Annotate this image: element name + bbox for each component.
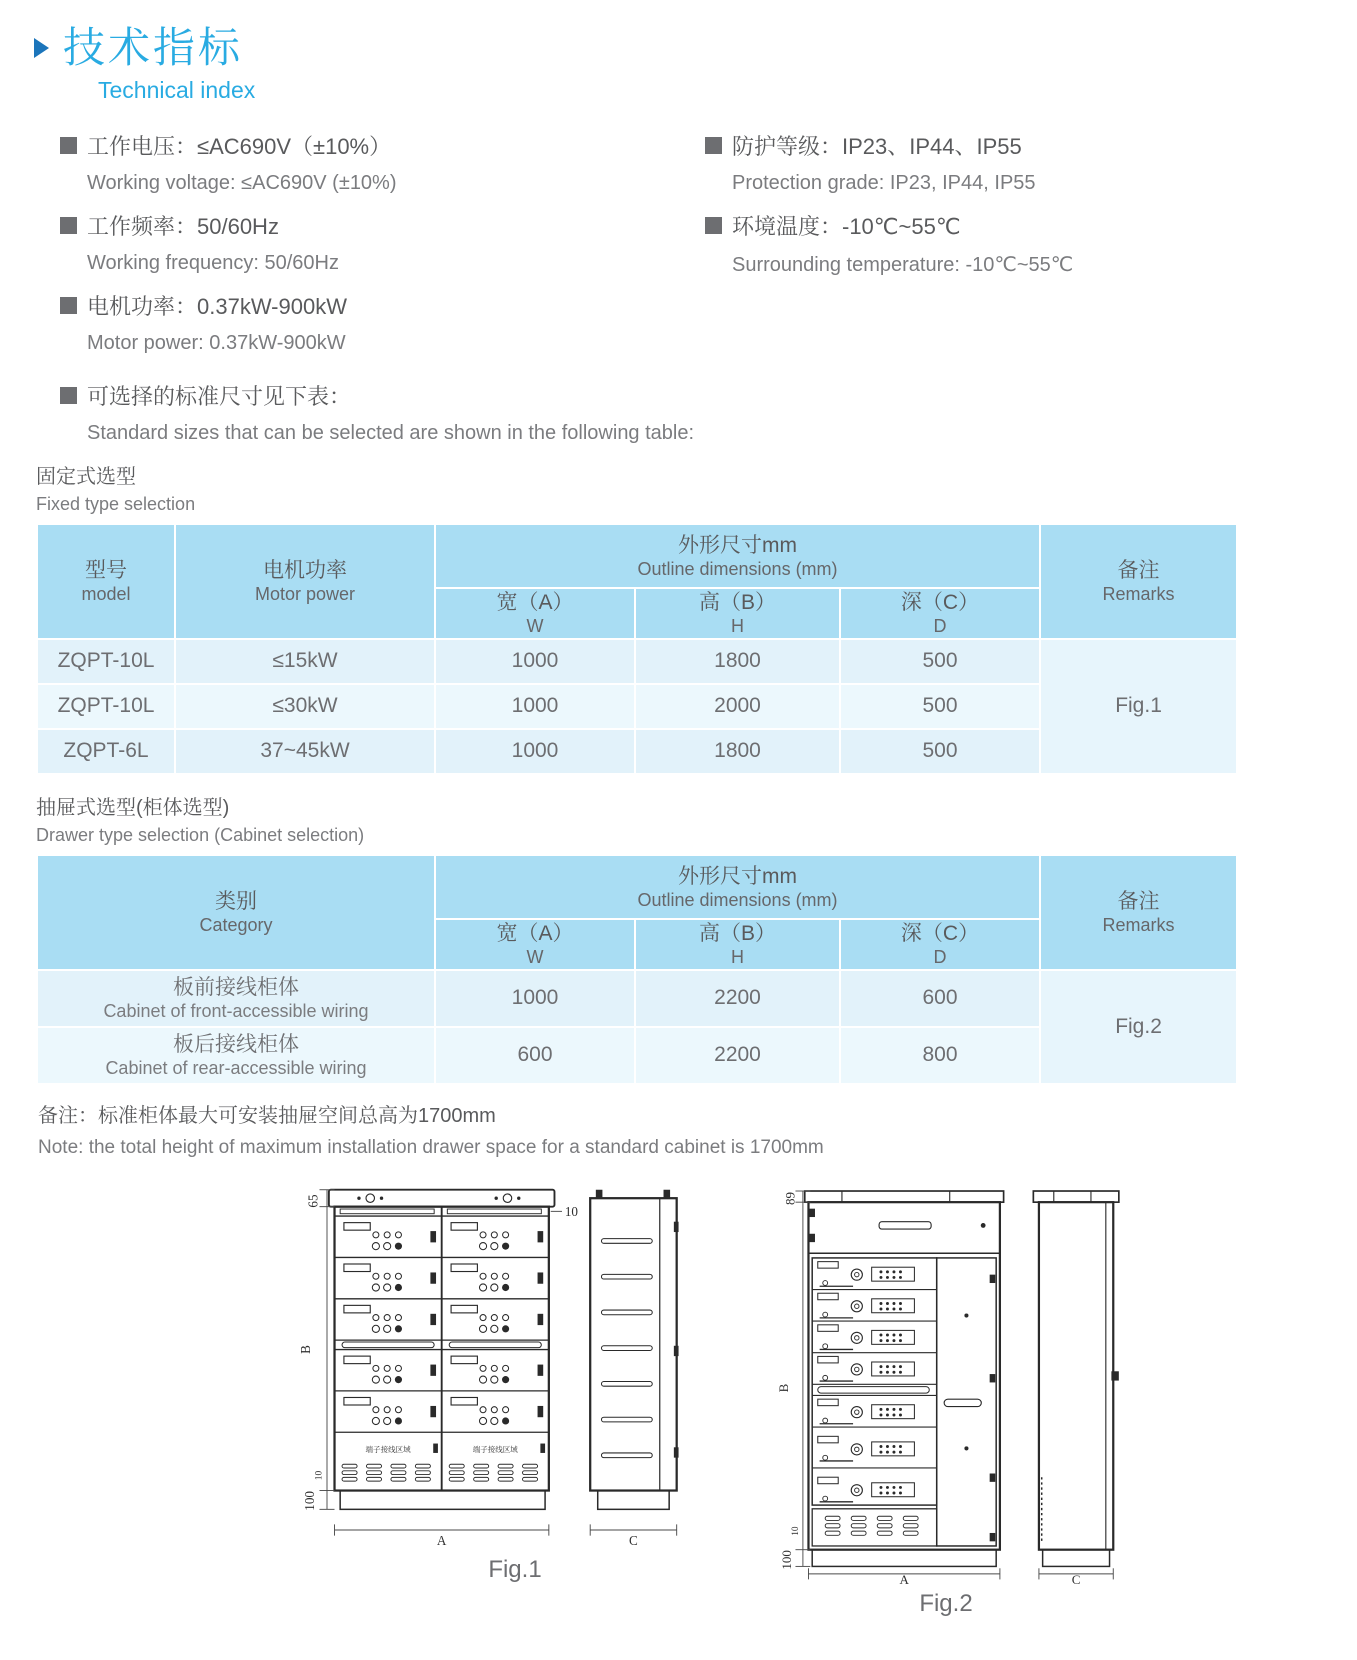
- section-title-cn: 抽屉式选型(柜体选型): [36, 796, 230, 819]
- section-title-cn: 固定式选型: [36, 466, 136, 489]
- spec-column-left: [60, 130, 705, 370]
- cell-depth: 600: [840, 970, 1040, 1027]
- page-title-cn: 技术指标: [63, 24, 244, 71]
- category-en: Cabinet of rear-accessible wiring: [105, 1058, 367, 1079]
- col-header-height: [635, 588, 840, 639]
- cell-height: 1800: [635, 729, 840, 774]
- header-en: D: [933, 616, 947, 637]
- header-cn: 深（C）: [900, 591, 980, 615]
- spec-item-voltage: [60, 130, 705, 195]
- cell-depth: 500: [840, 639, 1040, 684]
- cell-model: ZQPT-10L: [37, 639, 175, 684]
- spec-item-frequency: [60, 210, 705, 275]
- spec-cn-text: 工作电压：≤AC690V（±10%）: [87, 134, 392, 160]
- cell-depth: 800: [840, 1027, 1040, 1084]
- fig2-dim-top: 89: [782, 1191, 798, 1205]
- header-cn: 型号: [85, 559, 127, 583]
- spec-en-text: Motor power: 0.37kW-900kW: [87, 332, 346, 355]
- header-cn: 宽（A）: [496, 591, 574, 615]
- cell-category: [37, 970, 435, 1027]
- spec-en-text: Surrounding temperature: -10℃~55℃: [732, 254, 1074, 277]
- header-en: Remarks: [1102, 584, 1175, 605]
- note-en: Note: the total height of maximum installation drawer space for a standard cabinet is 1700mm: [38, 1136, 824, 1158]
- square-bullet-icon: [60, 137, 77, 154]
- cell-width: 1000: [435, 639, 635, 684]
- header-cn: 外形尺寸mm: [678, 864, 798, 888]
- figures-row: [0, 1165, 1357, 1618]
- cell-remark: Fig.2: [1040, 970, 1237, 1084]
- page-title-en: Technical index: [98, 77, 256, 104]
- cell-width: 1000: [435, 684, 635, 729]
- header-en: Category: [199, 915, 273, 936]
- table-row: [37, 970, 1237, 1027]
- section-title-en: Fixed type selection: [36, 494, 196, 515]
- col-header-model: [37, 524, 175, 639]
- fig1-terminal-label: 端子接线区域: [472, 1444, 518, 1454]
- header-en: Motor power: [254, 584, 356, 605]
- header-cn: 电机功率: [263, 559, 347, 583]
- spec-cn-text: 电机功率：0.37kW-900kW: [87, 294, 347, 320]
- cell-category: [37, 1027, 435, 1084]
- spec-item-protection: [705, 130, 1357, 195]
- note-cn: 备注：标准柜体最大可安装抽屉空间总高为1700mm: [38, 1104, 496, 1127]
- spec-cn-text: 可选择的标准尺寸见下表：: [87, 384, 352, 410]
- spec-cn-text: 防护等级：IP23、IP44、IP55: [732, 134, 1022, 160]
- header-en: W: [526, 616, 544, 637]
- category-cn: 板后接线柜体: [173, 1032, 299, 1056]
- fig1-dim-plinth: 100: [301, 1490, 317, 1511]
- cell-depth: 500: [840, 729, 1040, 774]
- fig2-drawing: [760, 1165, 1132, 1585]
- fig1-dim-top: 65: [305, 1194, 321, 1208]
- fig2-dim-depth: C: [1071, 1571, 1081, 1585]
- header-en: H: [731, 947, 744, 968]
- fig1-drawing: [280, 1165, 750, 1551]
- fixed-type-table: [36, 523, 1238, 775]
- cell-height: 2200: [635, 1027, 840, 1084]
- col-header-depth: [840, 919, 1040, 970]
- fig1-dim-depth: C: [629, 1532, 638, 1548]
- header-en: Outline dimensions (mm): [637, 558, 838, 579]
- cell-model: ZQPT-6L: [37, 729, 175, 774]
- col-header-height: [635, 919, 840, 970]
- cell-height: 2000: [635, 684, 840, 729]
- square-bullet-icon: [60, 297, 77, 314]
- fig1-terminal-label: 端子接线区域: [365, 1444, 411, 1454]
- section-arrow-icon: [34, 38, 49, 58]
- header-en: Outline dimensions (mm): [637, 889, 838, 910]
- square-bullet-icon: [60, 217, 77, 234]
- fig2-front-view: [805, 1191, 1004, 1566]
- spec-en-text: Standard sizes that can be selected are shown in the following table:: [87, 422, 695, 445]
- square-bullet-icon: [60, 387, 77, 404]
- cell-depth: 500: [840, 684, 1040, 729]
- fig2-dim-plinth: 100: [778, 1550, 794, 1570]
- spec-en-text: Protection grade: IP23, IP44, IP55: [732, 172, 1036, 195]
- spec-item-table-intro: [60, 380, 1357, 445]
- col-header-remarks: [1040, 524, 1237, 639]
- fig2-caption: Fig.2: [919, 1589, 973, 1617]
- spec-column-right: [705, 130, 1357, 370]
- fig1-dim-height: B: [298, 1345, 314, 1354]
- cell-model: ZQPT-10L: [37, 684, 175, 729]
- header-cn: 高（B）: [698, 591, 776, 615]
- col-header-dimensions: [435, 524, 1040, 588]
- header-cn: 类别: [215, 889, 257, 913]
- col-header-dimensions: [435, 855, 1040, 919]
- col-header-depth: [840, 588, 1040, 639]
- header-en: W: [526, 947, 544, 968]
- cell-power: ≤15kW: [175, 639, 435, 684]
- fig1-dim-width: A: [436, 1532, 447, 1548]
- fig1-front-view: [329, 1190, 555, 1510]
- note-block: [38, 1099, 1357, 1159]
- fig2-dim-small: 10: [791, 1526, 802, 1536]
- header-cn: 备注: [1117, 559, 1160, 583]
- fig2-dim-height: B: [776, 1383, 792, 1393]
- header-cn: 高（B）: [698, 921, 776, 945]
- cell-power: ≤30kW: [175, 684, 435, 729]
- section-drawer-type: [36, 791, 1357, 846]
- header-en: D: [933, 947, 947, 968]
- col-header-remarks: [1040, 855, 1237, 970]
- page-header: [0, 0, 1357, 104]
- col-header-category: [37, 855, 435, 970]
- spec-item-temperature: [705, 210, 1357, 277]
- header-en: Remarks: [1102, 915, 1175, 936]
- drawer-type-table: [36, 854, 1238, 1085]
- col-header-width: [435, 588, 635, 639]
- col-header-power: [175, 524, 435, 639]
- col-header-width: [435, 919, 635, 970]
- cell-remark: Fig.1: [1040, 639, 1237, 774]
- cell-width: 1000: [435, 729, 635, 774]
- header-en: model: [81, 584, 131, 605]
- table-row: [37, 639, 1237, 684]
- category-cn: 板前接线柜体: [173, 975, 299, 999]
- fig2-dim-width: A: [899, 1571, 909, 1585]
- header-cn: 宽（A）: [496, 921, 574, 945]
- square-bullet-icon: [705, 217, 722, 234]
- spec-en-text: Working frequency: 50/60Hz: [87, 252, 339, 275]
- category-en: Cabinet of front-accessible wiring: [103, 1001, 369, 1022]
- header-cn: 备注: [1117, 889, 1160, 913]
- header-cn: 外形尺寸mm: [678, 533, 798, 557]
- fig1-block: [280, 1165, 750, 1584]
- square-bullet-icon: [705, 137, 722, 154]
- spec-list: [60, 130, 1357, 370]
- spec-item-motor-power: [60, 290, 705, 355]
- cell-width: 1000: [435, 970, 635, 1027]
- cell-power: 37~45kW: [175, 729, 435, 774]
- fig1-dim-top-right: 10: [564, 1203, 578, 1219]
- fig2-side-view: [1033, 1191, 1118, 1566]
- spec-en-text: Working voltage: ≤AC690V (±10%): [87, 172, 397, 195]
- spec-cn-text: 工作频率：50/60Hz: [87, 214, 279, 240]
- section-fixed-type: [36, 460, 1357, 515]
- fig1-side-view: [590, 1190, 678, 1510]
- header-en: H: [731, 616, 744, 637]
- fig1-caption: Fig.1: [488, 1555, 542, 1583]
- fig2-block: [760, 1165, 1132, 1618]
- fig1-dim-small: 10: [314, 1470, 325, 1481]
- cell-height: 2200: [635, 970, 840, 1027]
- spec-cn-text: 环境温度：-10℃~55℃: [732, 214, 961, 240]
- section-title-en: Drawer type selection (Cabinet selection): [36, 824, 365, 845]
- header-cn: 深（C）: [900, 921, 980, 945]
- cell-height: 1800: [635, 639, 840, 684]
- cell-width: 600: [435, 1027, 635, 1084]
- fig2-dimensions: [776, 1191, 1113, 1585]
